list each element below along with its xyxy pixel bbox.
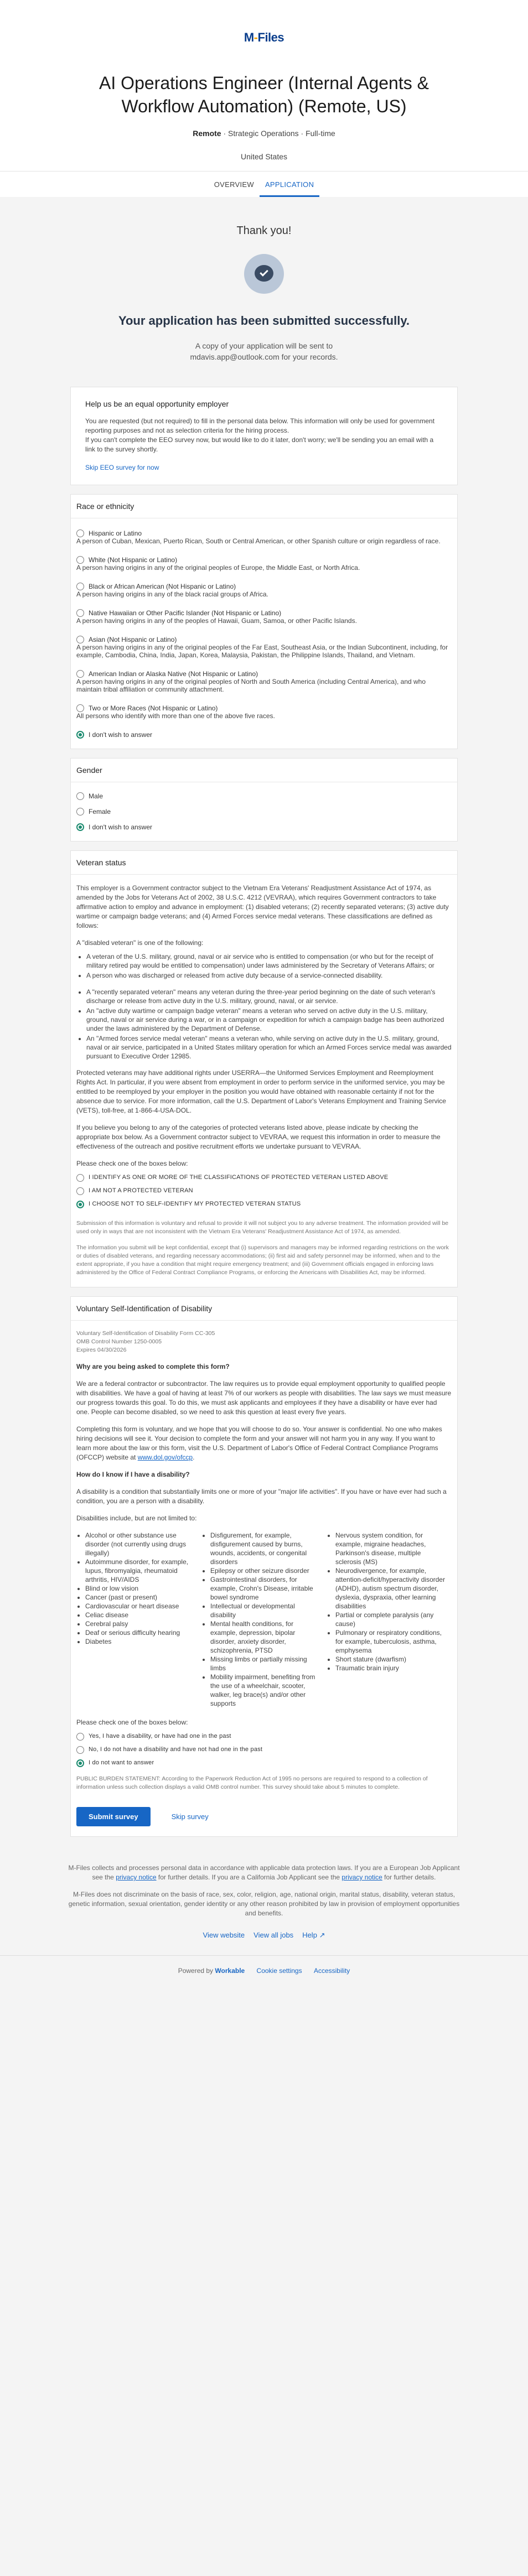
form-id: Voluntary Self-Identification of Disability Form CC-305 (76, 1330, 215, 1337)
radio-button[interactable] (76, 1174, 84, 1182)
race-option-desc: A person having origins in any of the peoples of Hawaii, Guam, Samoa, or other Pacific Islands. (76, 617, 357, 625)
list-item: • Intellectual or developmental disability (210, 1602, 321, 1619)
privacy-notice-link-eu[interactable]: privacy notice (116, 1873, 157, 1881)
skip-survey-button[interactable]: Skip survey (171, 1812, 209, 1821)
list-item: • A person who was discharged or released from active duty because of a service-connected disability. (86, 971, 452, 980)
veteran-title: Veteran status (71, 851, 457, 875)
radio-button[interactable] (76, 636, 84, 643)
include-text: Disabilities include, but are not limited to: (76, 1514, 197, 1522)
list-item: • Traumatic brain injury (335, 1664, 446, 1673)
race-option-label: Hispanic or Latino (89, 529, 142, 537)
job-meta: Remote · Strategic Operations · Full-time (193, 129, 335, 138)
race-option-label: Asian (Not Hispanic or Latino) (89, 636, 177, 643)
list-item: • A veteran of the U.S. military, ground, naval or air service who is entitled to compensation (or who but for the receipt of military retired pay would be entitled to compensation) under laws administered by the Secretary of Veterans Affairs; or (86, 952, 452, 970)
radio-button[interactable] (76, 823, 84, 831)
race-option (76, 583, 452, 598)
veteran-note-1: Submission of this information is voluntary and refusal to provide it will not subject you to any adverse treatment. The information provided will be used only in ways that are not inconsistent with the Vietnam Era Veterans' Readjustment Assistance Act of 1974, as amended. (76, 1220, 449, 1235)
bottom-bar (0, 1955, 528, 1991)
job-location: United States (240, 152, 288, 161)
list-item: • Blind or low vision (85, 1584, 196, 1593)
veteran-option-label: I CHOOSE NOT TO SELF-IDENTIFY MY PROTECTED VETERAN STATUS (89, 1201, 301, 1207)
race-option-label: Native Hawaiian or Other Pacific Islander (Not Hispanic or Latino) (89, 609, 282, 617)
list-item: • Cancer (past or present) (85, 1593, 196, 1602)
how-heading: How do I know if I have a disability? (76, 1471, 190, 1478)
thank-you-text: Thank you! (236, 225, 292, 237)
radio-button[interactable] (76, 1187, 84, 1195)
race-option-desc: A person having origins in any of the original peoples of Europe, the Middle East, or North Africa. (76, 564, 360, 572)
disabled-veteran-list (86, 952, 452, 980)
disability-option[interactable] (76, 1746, 452, 1754)
radio-button[interactable] (76, 609, 84, 617)
list-item: • A "recently separated veteran" means any veteran during the three-year period beginning on the date of such veteran's discharge or release from active duty in the U.S. military, ground, naval, or air service. (86, 988, 452, 1005)
skip-eeo-link[interactable]: Skip EEO survey for now (85, 464, 159, 471)
copy-notice: A copy of your application will be sent to mdavis.app@outlook.com for your records. (190, 341, 338, 361)
race-option-desc: A person having origins in any of the black racial groups of Africa. (76, 590, 268, 598)
eeo-title: Help us be an equal opportunity employer (85, 399, 229, 408)
veteran-text-3: Protected veterans may have additional rights under USERRA—the Uniformed Services Employment and Reemployment Rights Act. In particular, if you were absent from employment in order to perform service in the uniformed service, you may be entitled to be reemployed by your employer in the position you would have obtained with reasonable certainty if not for the absence due to service. For more information, call the U.S. Department of Labor's Veterans Employment and Training Service (VETS), toll-free, at 1-866-4-USA-DOL. (76, 1069, 446, 1114)
voluntary-text: Completing this form is voluntary, and we hope that you will choose to do so. Your answer is confidential. No one who makes hiring decisions will see it. Your decision to complete the form and your answer will not harm you in any way. If you want to learn more about the law or this form, visit the U.S. Department of Labor's Office of Federal Contract Compliance Programs (OFCCP) website at www.dol.gov/ofccp. (76, 1425, 442, 1461)
gender-option[interactable] (76, 823, 452, 831)
list-item: • Mental health conditions, for example, depression, bipolar disorder, anxiety disorder, schizophrenia, PTSD (210, 1619, 321, 1655)
race-option (76, 556, 452, 572)
list-item: • Cerebral palsy (85, 1619, 196, 1628)
race-title: Race or ethnicity (71, 495, 457, 518)
list-item: • Gastrointestinal disorders, for example, Crohn's Disease, irritable bowel syndrome (210, 1575, 321, 1602)
radio-button[interactable] (76, 1746, 84, 1754)
success-heading: Your application has been submitted successfully. (118, 314, 410, 328)
veteran-option-label: I AM NOT A PROTECTED VETERAN (89, 1187, 193, 1194)
disability-option-label: I do not want to answer (89, 1759, 154, 1766)
radio-button[interactable] (76, 704, 84, 712)
submit-survey-button[interactable]: Submit survey (76, 1807, 151, 1826)
race-option-row[interactable] (76, 583, 452, 590)
radio-button[interactable] (76, 670, 84, 678)
race-option-desc: A person having origins in any of the original peoples of North and South America (including Central America), and who maintain tribal affiliation or community attachment. (76, 678, 426, 693)
external-link-icon: ↗ (319, 1931, 325, 1939)
nondiscrimination-text: M-Files does not discriminate on the basis of race, sex, color, religion, age, national origin, marital status, disability, veteran status, genetic information, sexual orientation, gender identity or any other reason prohibited by law in provision of employment opportunities and benefits. (68, 1891, 460, 1917)
radio-button[interactable] (76, 556, 84, 564)
veteran-note-2: The information you submit will be kept confidential, except that (i) supervisors and managers may be informed regarding restrictions on the work or duties of disabled veterans, and regarding necessary accommodations; (ii) first aid and safety personnel may be informed, when and to the extent appropriate, if you have a condition that might require emergency treatment; and (iii) Government officials engaged in enforcing laws administered by the Office of Federal Contract Compliance Programs, or enforcing the Americans with Disabilities Act, may be informed. (76, 1244, 449, 1276)
gender-option-label: I don't wish to answer (89, 823, 153, 831)
race-option (76, 529, 452, 545)
eeo-text-1: You are requested (but not required) to fill in the personal data below. This information will only be used for government reporting purposes and not as selection criteria for the hiring process. (85, 417, 435, 434)
list-item: • Partial or complete paralysis (any cause) (335, 1611, 446, 1628)
race-option-label: American Indian or Alaska Native (Not Hispanic or Latino) (89, 670, 258, 678)
disability-section (70, 1296, 458, 1837)
form-expiry: Expires 04/30/2026 (76, 1347, 127, 1353)
why-text: We are a federal contractor or subcontractor. The law requires us to provide equal employment opportunity to qualified people with disabilities. We have a goal of having at least 7% of our workers as people with disabilities. The law says we must measure our progress towards this goal. To do this, we must ask applicants and employees if they have a disability or have ever had one. People can become disabled, so we need to ask this question at least every five years. (76, 1380, 452, 1416)
race-option-row[interactable] (76, 670, 452, 678)
radio-button[interactable] (76, 529, 84, 537)
eeo-intro-card (70, 387, 458, 485)
list-item: • Short stature (dwarfism) (335, 1655, 446, 1664)
race-option-desc: A person of Cuban, Mexican, Puerto Rican, South or Central American, or other Spanish culture or origin regardless of race. (76, 537, 441, 545)
race-section (70, 494, 458, 749)
race-option-row[interactable] (76, 529, 452, 537)
gender-option-label: Female (89, 808, 111, 816)
race-option-label: White (Not Hispanic or Latino) (89, 556, 178, 564)
veteran-option-label: I IDENTIFY AS ONE OR MORE OF THE CLASSIFICATIONS OF PROTECTED VETERAN LISTED ABOVE (89, 1174, 389, 1181)
gender-section (70, 758, 458, 842)
veteran-option[interactable] (76, 1174, 452, 1182)
list-item: • Disfigurement, for example, disfigurement caused by burns, wounds, accidents, or congenital disorders (210, 1531, 321, 1566)
list-item: • Missing limbs or partially missing limbs (210, 1655, 321, 1673)
company-logo[interactable]: M-Files (244, 30, 284, 44)
gender-title: Gender (71, 759, 457, 782)
list-item: • Cardiovascular or heart disease (85, 1602, 196, 1611)
workable-logo[interactable]: Workable (215, 1967, 245, 1975)
list-item: • Diabetes (85, 1637, 196, 1646)
burden-statement: PUBLIC BURDEN STATEMENT: According to the Paperwork Reduction Act of 1995 no persons are required to respond to a collection of information unless such collection displays a valid OMB control number. This survey should take about 5 minutes to complete. (76, 1775, 428, 1790)
accessibility-link[interactable]: Accessibility (313, 1967, 350, 1975)
disability-option-label: Yes, I have a disability, or have had one in the past (89, 1733, 231, 1739)
help-link[interactable]: Help ↗ (302, 1931, 325, 1939)
list-item: • Mobility impairment, benefiting from the use of a wheelchair, scooter, walker, leg brace(s) and/or other supports (210, 1673, 321, 1708)
veteran-option[interactable] (76, 1201, 452, 1208)
disability-option[interactable] (76, 1759, 452, 1767)
race-option-row[interactable] (76, 636, 452, 643)
race-option-row[interactable] (76, 609, 452, 617)
race-option-desc: A person having origins in any of the original peoples of the Far East, Southeast Asia, or the Indian Subcontinent, including, for example, Cambodia, China, India, Japan, Korea, Malaysia, Pakistan, the Philippine Islands, Thailand, and Vietnam. (76, 643, 448, 659)
radio-button[interactable] (76, 1733, 84, 1741)
veteran-text-5: Please check one of the boxes below: (76, 1160, 188, 1167)
radio-button[interactable] (76, 792, 84, 800)
list-item: • Alcohol or other substance use disorder (not currently using drugs illegally) (85, 1531, 196, 1557)
list-item: • An "Armed forces service medal veteran" means a veteran who, while serving on active duty in the U.S. military, ground, naval or air service, participated in a United States military operation for which an Armed Forces service medal was awarded pursuant to Executive Order 12985. (86, 1034, 452, 1061)
radio-button[interactable] (76, 1759, 84, 1767)
race-option (76, 670, 452, 693)
race-option (76, 609, 452, 625)
race-option (76, 704, 452, 720)
list-item: • Deaf or serious difficulty hearing (85, 1628, 196, 1637)
success-check-icon (244, 254, 284, 294)
disability-option[interactable] (76, 1733, 452, 1741)
privacy-notice-link-ca[interactable]: privacy notice (341, 1873, 382, 1881)
race-option-desc: All persons who identify with more than one of the above five races. (76, 712, 275, 720)
confirmation (70, 197, 458, 362)
list-item: • An "active duty wartime or campaign badge veteran" means a veteran who served on active duty in the U.S. military, ground, naval or air service during a war, or in a campaign or expedition for which a campaign badge has been authorized under the laws administered by the Department of Defense. (86, 1006, 452, 1033)
disability-title: Voluntary Self-Identification of Disability (71, 1297, 457, 1321)
cookie-settings-link[interactable]: Cookie settings (256, 1967, 302, 1975)
footer (65, 1837, 463, 1940)
job-title: AI Operations Engineer (Internal Agents & Workflow Automation) (Remote, US) (99, 73, 429, 116)
gender-option-label: Male (89, 792, 103, 800)
radio-button[interactable] (76, 583, 84, 590)
veteran-text-4: If you believe you belong to any of the categories of protected veterans listed above, please indicate by checking the appropriate box below. As a Government contractor subject to VEVRAA, we request this information in order to measure the effectiveness of the outreach and positive recruitment efforts we undertake pursuant to VEVRAA. (76, 1124, 441, 1150)
tab-overview[interactable]: OVERVIEW (214, 180, 254, 189)
radio-button[interactable] (76, 1201, 84, 1208)
veteran-section (70, 850, 458, 1287)
radio-button[interactable] (76, 731, 84, 739)
view-all-jobs-link[interactable]: View all jobs (253, 1931, 294, 1939)
race-option (76, 731, 452, 739)
list-item: • Nervous system condition, for example, migraine headaches, Parkinson's disease, multiple sclerosis (MS) (335, 1531, 446, 1566)
veteran-option[interactable] (76, 1187, 452, 1195)
gender-option[interactable] (76, 792, 452, 800)
veteran-definitions-list (86, 988, 452, 1061)
race-option-label: Black or African American (Not Hispanic or Latino) (89, 583, 236, 590)
list-item: • Neurodivergence, for example, attention-deficit/hyperactivity disorder (ADHD), autism spectrum disorder, dyslexia, dyspraxia, other learning disabilities (335, 1566, 446, 1611)
disability-option-label: No, I do not have a disability and have not had one in the past (89, 1746, 263, 1753)
veteran-text-2: A "disabled veteran" is one of the following: (76, 939, 204, 947)
view-website-link[interactable]: View website (203, 1931, 245, 1939)
race-option-label: I don't wish to answer (89, 731, 153, 739)
race-option-row[interactable] (76, 704, 452, 712)
list-item: • Autoimmune disorder, for example, lupus, fibromyalgia, rheumatoid arthritis, HIV/AIDS (85, 1557, 196, 1584)
check-one-text: Please check one of the boxes below: (76, 1718, 188, 1726)
veteran-text-1: This employer is a Government contractor subject to the Vietnam Era Veterans' Readjustment Assistance Act of 1974, as amended by the Jobs for Veterans Act of 2002, 38 U.S.C. 4212 (VEVRAA), which requires Government contractors to take affirmative action to employ and advance in employment: (1) disabled veterans; (2) recently separated veterans; (3) active duty wartime or campaign badge veterans; and (4) Armed Forces service medal veterans. These classifications are defined as follows: (76, 884, 449, 929)
race-option-label: Two or More Races (Not Hispanic or Latino) (89, 704, 218, 712)
tab-application[interactable]: APPLICATION (260, 172, 319, 197)
radio-button[interactable] (76, 808, 84, 816)
disability-list (76, 1531, 452, 1708)
gender-option[interactable] (76, 808, 452, 816)
list-item: • Pulmonary or respiratory conditions, for example, tuberculosis, asthma, emphysema (335, 1628, 446, 1655)
omb-number: OMB Control Number 1250-0005 (76, 1338, 162, 1345)
eeo-text-2: If you can't complete the EEO survey now, but would like to do it later, don't worry; we'll be sending you an email with a link to the survey shortly. (85, 436, 434, 453)
tab-bar (0, 171, 528, 197)
why-heading: Why are you being asked to complete this form? (76, 1363, 230, 1370)
race-option-row[interactable] (76, 731, 452, 739)
page-header (0, 0, 528, 197)
race-option-row[interactable] (76, 556, 452, 564)
ofccp-link[interactable]: www.dol.gov/ofccp (137, 1453, 193, 1461)
privacy-text: M-Files collects and processes personal data in accordance with applicable data protection laws. If you are a European Job Applicant see the privacy notice for further details. If you are a California Job Applicant see the privacy notice for further details. (68, 1864, 460, 1881)
list-item: • Epilepsy or other seizure disorder (210, 1566, 321, 1575)
list-item: • Celiac disease (85, 1611, 196, 1619)
powered-by-text: Powered by (178, 1967, 214, 1975)
how-text: A disability is a condition that substantially limits one or more of your "major life activities". If you have or have ever had such a condition, you are a person with a disability. (76, 1488, 447, 1505)
race-option (76, 636, 452, 659)
